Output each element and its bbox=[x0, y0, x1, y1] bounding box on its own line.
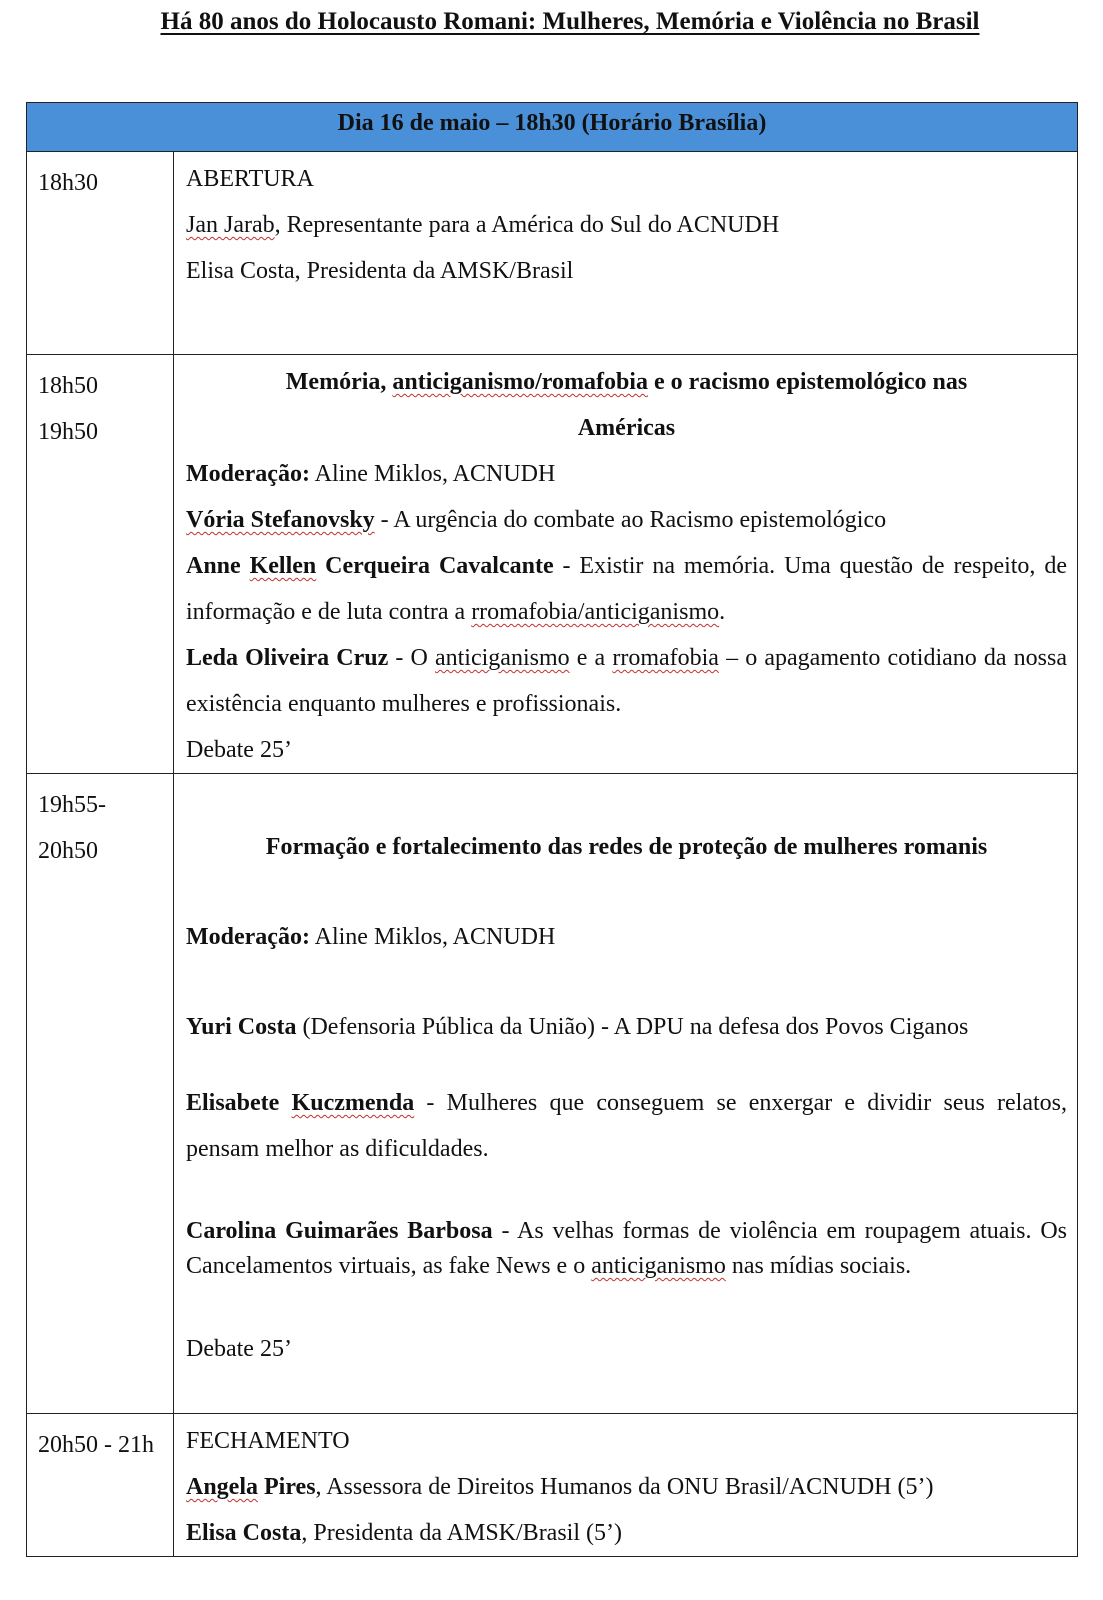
speaker-line: Anne Kellen Cerqueira Cavalcante - Existir na memória. Uma questão de respeito, de informação e de luta contra a rromafobia/anticiganismo. bbox=[186, 553, 1067, 625]
participant-line: Elisa Costa, Presidenta da AMSK/Brasil bbox=[186, 258, 574, 284]
time-cell bbox=[27, 1414, 174, 1557]
participant-name: Jan Jarab bbox=[186, 212, 275, 238]
time-cell bbox=[27, 774, 174, 1414]
debate-line: Debate 25’ bbox=[186, 1336, 292, 1362]
moderator-line: Moderação: Aline Miklos, ACNUDH bbox=[186, 461, 556, 487]
participant-line bbox=[186, 202, 1067, 248]
program-table bbox=[26, 102, 1078, 1557]
session-title: Formação e fortalecimento das redes de proteção de mulheres romanis bbox=[265, 834, 988, 860]
session-heading: FECHAMENTO bbox=[186, 1428, 350, 1454]
time-cell bbox=[27, 152, 174, 355]
speaker-line: Leda Oliveira Cruz - O anticiganismo e a rromafobia – o apagamento cotidiano da nossa existência enquanto mulheres e profissionais. bbox=[186, 645, 1068, 717]
session-networks bbox=[27, 774, 1078, 1414]
debate-line: Debate 25’ bbox=[186, 737, 292, 763]
session-time: 20h50 - 21h bbox=[38, 1432, 154, 1458]
header-row bbox=[27, 103, 1078, 152]
participant-line: Angela Pires, Assessora de Direitos Humanos da ONU Brasil/ACNUDH (5’) bbox=[186, 1474, 934, 1500]
session-title: Memória, anticiganismo/romafobia e o racismo epistemológico nas bbox=[285, 369, 968, 395]
session-content bbox=[174, 152, 1078, 355]
moderator-line: Moderação: Aline Miklos, ACNUDH bbox=[186, 924, 556, 950]
speaker-line: Yuri Costa (Defensoria Pública da União) - A DPU na defesa dos Povos Ciganos bbox=[186, 1014, 969, 1040]
session-opening bbox=[27, 152, 1078, 355]
session-start-time: 19h55- bbox=[38, 792, 106, 818]
session-end-time: 20h50 bbox=[38, 838, 98, 864]
session-content bbox=[174, 1414, 1078, 1557]
session-time: 18h30 bbox=[38, 170, 98, 196]
speaker-line: Vória Stefanovsky - A urgência do combate ao Racismo epistemológico bbox=[186, 507, 887, 533]
session-title-cont: Américas bbox=[577, 415, 676, 441]
participant-role: , Representante para a América do Sul do ACNUDH bbox=[274, 212, 780, 238]
speaker-line: Carolina Guimarães Barbosa - As velhas formas de violência em roupagem atuais. Os Cancelamentos virtuais, as fake News e o anticiganismo nas mídias sociais. bbox=[186, 1218, 1067, 1279]
session-content bbox=[174, 355, 1078, 774]
session-closing bbox=[27, 1414, 1078, 1557]
participant-line: Elisa Costa, Presidenta da AMSK/Brasil (5’) bbox=[186, 1520, 622, 1546]
session-heading: ABERTURA bbox=[186, 166, 314, 192]
session-content bbox=[174, 774, 1078, 1414]
session-memory bbox=[27, 355, 1078, 774]
speaker-line: Elisabete Kuczmenda - Mulheres que conseguem se enxergar e dividir seus relatos, pensam melhor as dificuldades. bbox=[186, 1090, 1067, 1162]
date-header: Dia 16 de maio – 18h30 (Horário Brasília) bbox=[27, 103, 1078, 152]
time-cell bbox=[27, 355, 174, 774]
session-end-time: 19h50 bbox=[38, 419, 98, 445]
session-start-time: 18h50 bbox=[38, 373, 98, 399]
document-title: Há 80 anos do Holocausto Romani: Mulheres, Memória e Violência no Brasil bbox=[160, 8, 980, 35]
